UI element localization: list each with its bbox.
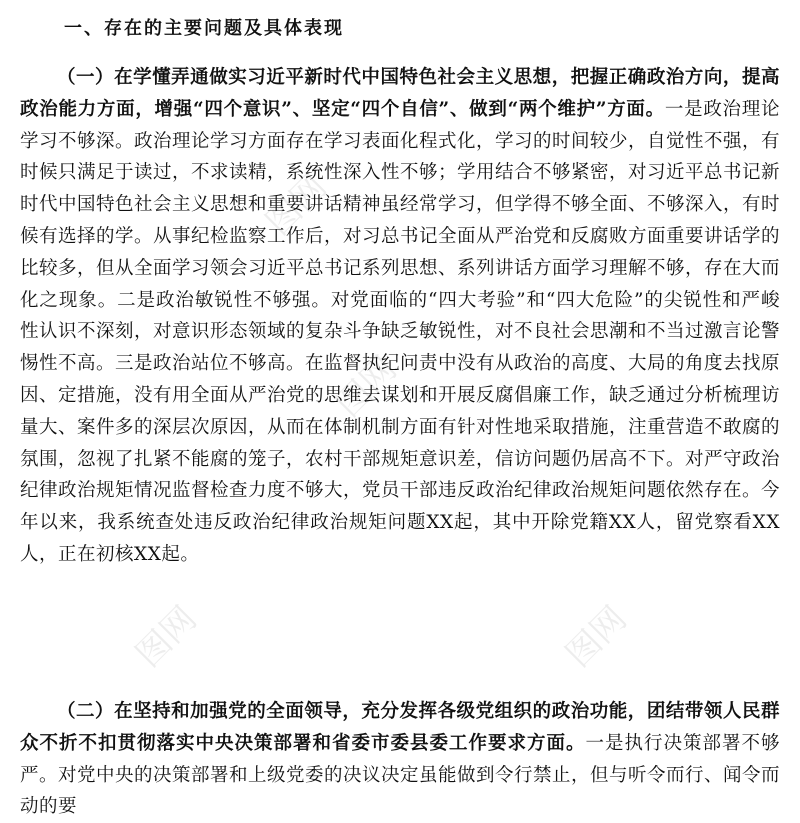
watermark: 图网 bbox=[558, 598, 635, 676]
paragraph-2-heading: （二）在坚持和加强党的全面领导，充分发挥各级党组织的政治功能，团结带领人民群众不折不扣贯彻落实中央决策部署和省委市委县委工作要求方面。 bbox=[20, 701, 780, 754]
paragraph-1-heading: （一）在学懂弄通做实习近平新时代中国特色社会主义思想，把握正确政治方向，提高政治能力方面，增强“四个意识”、坚定“四个自信”、做到“两个维护”方面。 bbox=[20, 67, 780, 120]
paragraph-2-body: 一是执行决策部署不够严。对党中央的决策部署和上级党委的决议决定虽能做到令行禁止，但与听令而行、闻令而动的要 bbox=[20, 732, 781, 818]
section-heading: 一、存在的主要问题及具体表现 bbox=[64, 18, 344, 39]
watermark: 图网 bbox=[258, 166, 335, 244]
paragraph-1-body: 一是政治理论学习不够深。政治理论学习方面存在学习表面化程式化，学习的时间较少，自觉性不强，有时候只满足于读过，不求读精，系统性深入性不够；学用结合不够紧密，对习近平总书记新时代中国特色社会主义思想和重要讲话精神虽经常学习，但学得不够全面、不够深入，有时候有选择的学。从事纪检监察工作后，对习总书记全面从严治党和反腐败方面重要讲话学的比较多，但从全面学习领会习近平总书记系列思想、系列讲话方面学习理解不够，存在大而化之现象。二是政治敏锐性不够强。对党面临的“四大考验”和“四大危险”的尖锐性和严峻性认识不深刻，对意识形态领域的复杂斗争缺乏敏锐性，对不良社会思潮和不当过激言论警惕性不高。三是政治站位不够高。在监督执纪问责中没有从政治的高度、大局的角度去找原因、定措施，没有用全面从严治党的思维去谋划和开展反腐倡廉工作，缺乏通过分析梳理访量大、案件多的深层次原因，从而在体制机制方面有针对性地采取措施，注重营造不敢腐的氛围，忽视了扎紧不能腐的笼子，农村干部规矩意识差，信访问题仍居高不下。对严守政治纪律政治规矩情况监督检查力度不够大，党员干部违反政治纪律政治规矩问题依然存在。今年以来，我系统查处违反政治纪律政治规矩问题XX起，其中开除党籍XX人，留党察看XX人，正在初核XX起。 bbox=[20, 98, 781, 565]
paragraph-1 bbox=[20, 62, 780, 571]
paragraph-2 bbox=[20, 696, 780, 823]
watermark: 图网 bbox=[328, 348, 405, 426]
watermark: 图网 bbox=[128, 598, 205, 676]
